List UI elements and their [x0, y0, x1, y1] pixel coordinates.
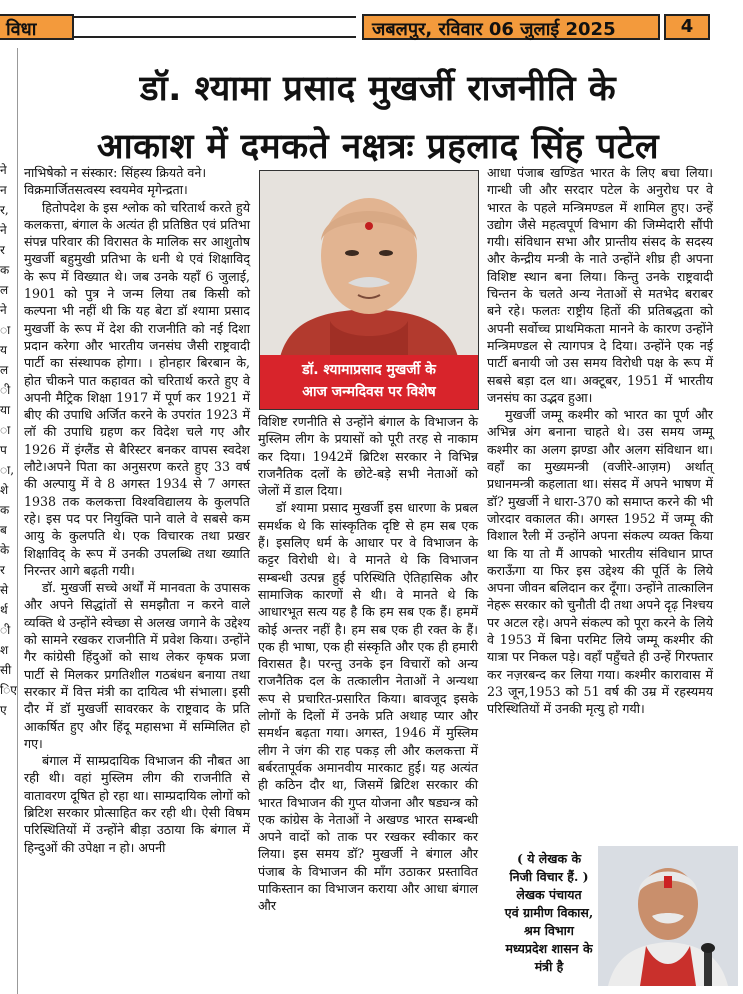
byline-line: ( ये लेखक के — [516, 851, 582, 866]
headline-line-1: डॉ. श्यामा प्रसाद मुखर्जी राजनीति के — [139, 69, 617, 109]
author-byline — [487, 850, 611, 976]
date-line: जबलपुर, रविवार 06 जुलाई 2025 — [372, 19, 616, 40]
column-divider — [17, 48, 18, 994]
paragraph: विशिष्ट रणनीति से उन्होंने बंगाल के विभाजन के मुस्लिम लीग के प्रयासों को पूरी तरह से नाकाम कर दिया। 1942में ब्रिटिश सरकार ने विभिन्न राजनैतिक दलों के छोटे-बड़े सभी नेताओं को जेलों में डाल दिया। — [258, 414, 478, 499]
section-label: विधा — [6, 19, 37, 40]
paragraph: डॉ. मुखर्जी सच्चे अर्थों में मानवता के उपासक और अपने सिद्धांतों से समझौता न करने वाले व्यक्ति थे उन्होंने स्वेच्छा से अलख जगाने के उद्देश्य को सामने रखकर राजनीति में प्रवेश किया। उन्होंने गैर कांग्रेसी हिंदुओं को साथ लेकर कृषक प्रजा पार्टी से मिलकर प्रगतिशील गठबंधन बनाया तथा सरकार में वित्त मंत्री का दायित्व भी संभाला। इसी दौर में डॉ मुखर्जी सावरकर के राष्ट्रवाद के प्रति आकर्षित हुए और हिंदू महासभा में सम्मिलित हो गए। — [24, 580, 250, 751]
paragraph: आधा पंजाब खण्डित भारत के लिए बचा लिया। गान्धी जी और सरदार पटेल के अनुरोध पर वे भारत के पहले मन्त्रिमण्डल में शामिल हुए। उन्हें उद्योग जैसे महत्वपूर्ण विभाग की जिम्मेदारी सौंपी गयी। संविधान सभा और प्रान्तीय संसद के सदस्य और केन्द्रीय मन्त्री के नाते उन्होंने शीघ्र ही अपना विशिष्ट स्थान बना लिया। किन्तु उनके राष्ट्रवादी चिन्तन के चलते अन्य नेताओं से मतभेद बराबर बने रहे। फलतः राष्ट्रीय हितों की प्रतिबद्धता को अपनी सर्वोच्च प्राथमिकता मानने के कारण उन्होंने मन्त्रिमण्डल से त्यागपत्र दे दिया। उन्होंने एक नई पार्टी बनायी जो उस समय विरोधी पक्ष के रूप में सबसे बड़ा दल था। अक्टूबर, 1951 में भारतीय जनसंघ का उद्भव हुआ। — [487, 165, 713, 405]
masthead-bar — [0, 0, 743, 46]
header-rule-bottom — [74, 36, 356, 38]
article-column-3 — [487, 164, 713, 718]
headline-line-2: आकाश में दमकते नक्षत्रः प्रहलाद सिंह पटेल — [96, 127, 660, 167]
page-number: 4 — [680, 16, 694, 37]
byline-line: श्रम विभाग — [524, 923, 574, 938]
photo-caption — [260, 355, 478, 409]
date-box — [362, 14, 660, 40]
article-column-1 — [24, 164, 250, 856]
paragraph: डॉ श्यामा प्रसाद मुखर्जी इस धारणा के प्रबल समर्थक थे कि सांस्कृतिक दृष्टि से हम सब एक हैं। इसलिए धर्म के आधार पर वे विभाजन के कट्टर विरोधी थे। वे मानते थे कि विभाजन सम्बन्धी उत्पन्न हुई परिस्थिति ऐतिहासिक और सामाजिक कारणों से थी। वे मानते थे कि आधारभूत सत्य यह है कि हम सब एक हैं। हममें कोई अन्तर नहीं है। हम सब एक ही रक्त के हैं। एक ही भाषा, एक ही संस्कृति और एक ही हमारी विरासत है। परन्तु उनके इन विचारों को अन्य राजनैतिक दल के तत्कालीन नेताओं ने अन्यथा रूप से प्रचारित-प्रसारित किया। बावजूद इसके लोगों के दिलों में उनके प्रति अथाह प्यार और समर्थन बढ़ता गया। अगस्त, 1946 में मुस्लिम लीग ने जंग की राह पकड़ ली और कलकत्ता में बर्बरतापूर्वक अमानवीय मारकाट हुई। यह अत्यंत ही कठिन दौर था, जिसमें ब्रिटिश सरकार की भारत विभाजन की गुप्त योजना और षड्यन्त्र को एक कांग्रेस के नेताओं ने अखण्ड भारत सम्बन्धी अपने वादों को ताक पर रखकर स्वीकार कर लिया। इस समय डॉ? मुखर्जी ने बंगाल और पंजाब के विभाजन की माँग उठाकर प्रस्तावित पाकिस्तान का विभाजन कराया और आधा बंगाल और — [258, 500, 478, 914]
header-rule-top — [74, 16, 356, 18]
byline-line: निजी विचार हैं. ) — [509, 869, 589, 884]
byline-line: लेखक पंचायत — [516, 887, 582, 902]
portrait-photo — [259, 170, 479, 410]
author-photo — [598, 846, 738, 986]
headline — [22, 60, 734, 176]
section-tag — [0, 14, 74, 40]
photo-caption-line-2: आज जन्मदिवस पर विशेष — [302, 384, 436, 400]
page-number-box — [664, 14, 710, 40]
adjacent-article-fragment: ने न र, ने र क ल ने ा य ल ी या ा प ा, शे क ब के र से र्थ ी श सी िए ए — [0, 163, 17, 717]
byline-line: मंत्री है — [534, 959, 564, 974]
photo-caption-line-1: डॉ. श्यामाप्रसाद मुखर्जी के — [302, 362, 436, 378]
portrait-illustration — [260, 171, 478, 357]
paragraph: हितोपदेश के इस श्लोक को चरितार्थ करते हुये कलकत्ता, बंगाल के अत्यंत ही प्रतिष्ठित एवं प्रतिभा संपन्न परिवार की विरासत के मालिक सर आशुतोष मुखर्जी बहुमुखी प्रतिभा के धनी थे एवं शिक्षाविद् के रूप में विख्यात थे। जब उनके यहाँ 6 जुलाई, 1901 को पुत्र ने जन्म लिया तब किसी को कल्पना भी नहीं थी कि यह बेटा डॉ श्यामा प्रसाद मुखर्जी के रूप में देश की राजनीति को नई दिशा प्रदान करेगा और भारतीय जनसंघ जैसी राष्ट्रवादी पार्टी का संस्थापक होगा। । होनहार बिरबान के, होत चीकने पात कहावत को चरितार्थ करते हुए वे अपनी मैट्रिक शिक्षा 1917 में पूर्ण कर 1921 में बीए की उपाधि अर्जित करने के उपरांत 1923 में लॉ की उपाधि ग्रहण कर विदेश चले गए और 1926 में इंग्लैंड से बैरिस्टर बनकर वापस स्वदेश लौटे।अपने पिता का अनुसरण करते हुए 33 वर्ष की अल्पायु में वे 8 अगस्त 1934 से 7 अगस्त 1938 तक कलकत्ता विश्वविद्यालय के कुलपति रहे। इस पद पर नियुक्ति पाने वाले वे सबसे कम आयु के कुलपति थे। एक विचारक तथा प्रखर शिक्षाविद् के रूप में उनकी उपलब्धि तथा ख्याति निरन्तर आगे बढ़ती गयी। — [24, 199, 250, 578]
shloka-line-2: विक्रमार्जितसत्वस्य स्वयमेव मृगेन्द्रता। — [24, 182, 188, 198]
paragraph: बंगाल में साम्प्रदायिक विभाजन की नौबत आ रही थी। वहां मुस्लिम लीग की राजनीति से वातावरण दूषित हो रहा था। साम्प्रदायिक लोगों को ब्रिटिश सरकार प्रोत्साहित कर रही थी। ऐसी विषम परिस्थितियों में उन्होंने बीड़ा उठाया कि बंगाल में हिन्दुओं की उपेक्षा न हो। अपनी — [24, 753, 250, 855]
byline-line: मध्यप्रदेश शासन के — [505, 941, 593, 956]
article-column-2 — [258, 413, 478, 915]
shloka-line-1: नाभिषेको न संस्कार: सिंहस्य क्रियते वने। — [24, 165, 207, 180]
byline-line: एवं ग्रामीण विकास, — [504, 905, 594, 920]
paragraph: मुखर्जी जम्मू कश्मीर को भारत का पूर्ण और अभिन्न अंग बनाना चाहते थे। उस समय जम्मू कश्मीर का अलग झण्डा और अलग संविधान था। वहाँ का मुख्यमन्त्री (वजीरे-आज़म) अर्थात् प्रधानमन्त्री कहलाता था। संसद में अपने भाषण में डॉ? मुखर्जी ने धारा-370 को समाप्त करने की भी जोरदार वकालत की। अगस्त 1952 में जम्मू की विशाल रैली में उन्होंने अपना संकल्प व्यक्त किया था कि या तो मैं आपको भारतीय संविधान प्राप्त कराऊँगा या फिर इस उद्देश्य की पूर्ति के लिये अपना जीवन बलिदान कर दूँगा। उन्होंने तात्कालिन नेहरू सरकार को चुनौती दी तथा अपने दृढ़ निश्चय पर अटल रहे। अपने संकल्प को पूरा करने के लिये वे 1953 में बिना परमिट लिये जम्मू कश्मीर की यात्रा पर निकल पड़े। वहाँ पहुँचते ही उन्हें गिरफ्तार कर नज़रबन्द कर लिया गया। कश्मीर कारावास में 23 जून,1953 को 51 वर्ष की उम्र में रहस्यमय परिस्थितियों में उनकी मृत्यु हो गयी। — [487, 407, 713, 717]
